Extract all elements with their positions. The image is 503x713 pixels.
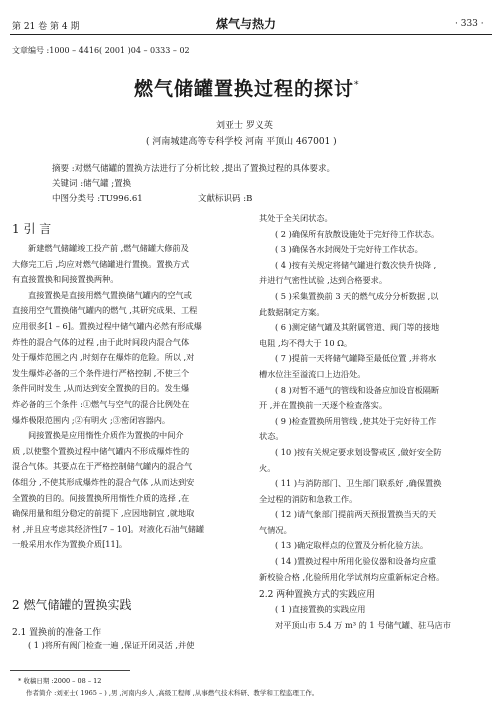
keywords: 关键词 :储气罐 ;置换: [52, 179, 132, 189]
left-line: 确保用量和组分稳定的前提下 ,应因地制宜 ,就地取: [12, 508, 195, 519]
right-line: 新校验合格 ,化验所用化学试剂均应重新标定合格。: [259, 571, 445, 582]
right-line: ( 8 )对暂不通气的管线和设备应加设盲板隔断: [275, 384, 440, 395]
article-title: [134, 74, 360, 101]
right-line: ( 7 )提前一天将储气罐降至最低位置 ,并将水: [275, 353, 437, 364]
left-line: ( 1 )将所有阀门检查一遍 ,保证开闭灵活 ,并使: [28, 640, 195, 650]
left-line: 新建燃气储罐竣工投产前 ,燃气储罐大修前及: [28, 243, 189, 253]
left-line: 体组分 ,不使其形成爆炸性的混合气体 ,从而达到安: [12, 476, 195, 487]
section-2-2-heading: 2.2 两种置换方式的实践应用: [259, 590, 376, 600]
right-column-tail: [259, 602, 495, 633]
section-2-1-heading: 2.1 置换前的准备工作: [12, 628, 102, 638]
right-line: 气情况。: [259, 524, 292, 535]
left-line: 材 ,并且应考虑其经济性[7 – 10]。对液化石油气储罐: [12, 523, 205, 534]
left-column: [12, 241, 247, 553]
right-line: ( 2 )确保所有放散设施处于完好待工作状态。: [275, 228, 440, 239]
right-line: ( 1 )直接置换的实践应用: [275, 604, 366, 614]
right-line: 槽水位注至溢流口上边沿处。: [259, 368, 366, 379]
footnote-author-bio: 作者简介 :刘亚士( 1965 – ) ,男 ,河南内乡人 ,高级工程师 ,从事燃气技术科研、教学和工程监理工作。: [26, 689, 319, 697]
section-2-heading: 2 燃气储罐的置换实践: [12, 598, 132, 612]
right-line: ( 11 )与消防部门、卫生部门联系好 ,确保置换: [275, 478, 442, 489]
journal-title: 煤气与热力: [216, 17, 277, 31]
right-line: 全过程的消防和急救工作。: [259, 493, 358, 504]
right-line: 电阻 ,均不得大于 10 Ω。: [259, 337, 353, 348]
left-line: 大修完工后 ,均应对燃气储罐进行置换。置换方式: [12, 258, 190, 269]
left-line: 应用很多[1 – 6]。置换过程中储气罐内必然有形成爆: [12, 320, 202, 331]
left-line: 质 ,以使整个置换过程中储气罐内不形成爆炸性的: [12, 445, 190, 456]
right-line: ( 12 )请气象部门提前两天预报置换当天的天: [275, 509, 437, 520]
right-line: ( 10 )按有关规定要求划设警戒区 ,做好安全防: [275, 446, 442, 457]
affiliation: ( 河南城建高等专科学校 河南 平顶山 467001 ): [146, 137, 337, 147]
left-line: 有直接置换和间接置换两种。: [12, 274, 119, 285]
abstract: 摘要 :对燃气储罐的置换方法进行了分析比较 ,提出了置换过程的具体要求。: [52, 164, 335, 174]
right-column: [259, 211, 495, 585]
left-line: 处于爆炸范围之内 ,时刻存在爆炸的危险。所以 ,对: [12, 352, 195, 363]
title-footnote-mark: *: [354, 80, 360, 91]
right-line: ( 14 )置换过程中所用化验仪器和设备均应重: [275, 556, 437, 567]
left-line: 炸必备的三个条件 :①燃气与空气的混合比例处在: [12, 398, 190, 409]
document-code: 文献标识码 :B: [198, 194, 253, 204]
right-line: 其处于全关闭状态。: [259, 213, 333, 223]
article-title-text: 燃气储罐置换过程的探讨: [134, 78, 355, 100]
section-1-heading: 1 引 言: [12, 222, 52, 236]
left-column-tail: [12, 638, 247, 654]
right-line: 此数据制定方案。: [259, 306, 325, 317]
right-line: 开 ,并在置换前一天逐个检查落实。: [259, 400, 388, 411]
left-line: 直接置换是直接用燃气置换储气罐内的空气或: [28, 289, 192, 300]
right-line: ( 4 )按有关规定将储气罐进行数次快升快降 ,: [275, 259, 437, 270]
left-line: 爆炸极限范围内 ;②有明火 ;③密闭容器内。: [12, 414, 171, 425]
classification-number: 中图分类号 :TU996.61: [52, 194, 143, 204]
left-line: 条件同时发生 ,从而达到安全置换的目的。发生爆: [12, 383, 190, 394]
right-line: ( 9 )检查置换所用管线 ,使其处于完好待工作: [275, 415, 437, 426]
article-id: 文章编号 :1000 – 4416( 2001 )04 – 0333 – 02: [12, 46, 190, 55]
right-line: 状态。: [259, 431, 284, 442]
left-line: 直接用空气置换储气罐内的燃气 ,其研究成果、工程: [12, 305, 198, 316]
left-line: 间接置换是应用惰性介质作为置换的中间介: [28, 430, 184, 441]
right-line: ( 3 )确保各水封阀处于完好待工作状态。: [275, 244, 423, 255]
right-line: ( 6 )测定储气罐及其附属管道、阀门等的接地: [275, 322, 440, 333]
authors: 刘亚士 罗义英: [216, 121, 273, 131]
left-line: 炸性的混合气体的过程 ,由于此时间段内混合气体: [12, 336, 190, 347]
right-line: ( 5 )采集置换前 3 天的燃气成分分析数据 ,以: [275, 290, 439, 301]
left-line: 混合气体。其要点在于严格控制储气罐内的混合气: [12, 461, 193, 472]
footnote-rule: [10, 670, 130, 671]
right-line: 火。: [259, 462, 276, 473]
right-line: ( 13 )确定取样点的位置及分析化验方法。: [275, 540, 429, 551]
right-line: 并进行气密性试验 ,达到合格要求。: [259, 275, 388, 286]
footnote-received: * 收稿日期 :2000 – 08 – 12: [18, 677, 102, 685]
left-line: 一般采用水作为置换介质[11]。: [12, 539, 128, 550]
right-line: 对平顶山市 5.4 万 m³ 的 1 号储气罐、驻马店市: [275, 619, 451, 630]
page-number: · 333 ·: [455, 19, 484, 29]
left-line: 发生爆炸必备的三个条件进行严格控制 ,不使三个: [12, 367, 190, 378]
left-line: 全置换的目的。间接置换所用惰性介质的选择 ,在: [12, 492, 190, 503]
header-rule: [10, 34, 492, 35]
journal-issue: 第 21 卷 第 4 期: [12, 22, 80, 32]
